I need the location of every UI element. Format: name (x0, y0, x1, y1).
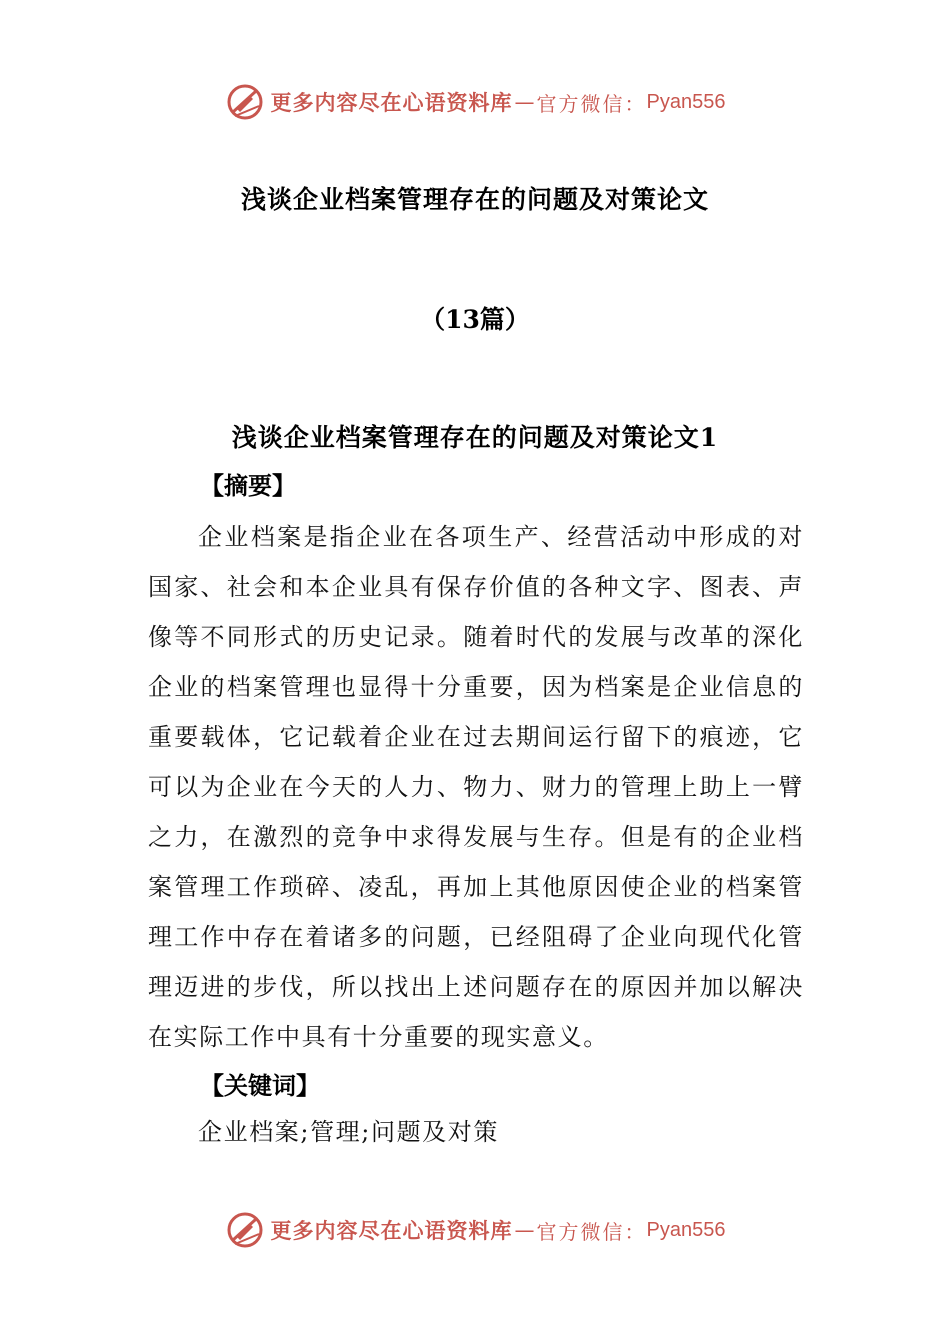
pen-logo-icon (225, 82, 265, 122)
banner-separator: — (514, 1218, 535, 1242)
banner-wechat-id: Pyan556 (646, 1218, 726, 1241)
banner-brand: 更多内容尽在心语资料库 (270, 1218, 513, 1243)
keywords-text: 企业档案;管理;问题及对策 (198, 1118, 499, 1146)
article-count: （13篇） (420, 305, 530, 334)
banner-separator: — (514, 90, 535, 114)
document-title: 浅谈企业档案管理存在的问题及对策论文 (240, 185, 709, 214)
banner-wechat-id: Pyan556 (646, 90, 726, 113)
banner-brand: 更多内容尽在心语资料库 (270, 90, 513, 115)
abstract-heading: 【摘要】 (200, 471, 296, 500)
pen-logo-icon (225, 1210, 265, 1250)
abstract-paragraph: 企业档案是指企业在各项生产、经营活动中形成的对国家、社会和本企业具有保存价值的各种文字、图表、声像等不同形式的历史记录。随着时代的发展与改革的深化企业的档案管理也显得十分重要，因为档案是企业信息的重要载体，它记载着企业在过去期间运行留下的痕迹，它可以为企业在今天的人力、物力、财力的管理上助上一臂之力，在激烈的竞争中求得发展与生存。但是有的企业档案管理工作琐碎、凌乱，再加上其他原因使企业的档案管理工作中存在着诸多的问题，已经阻碍了企业向现代化管理迈进的步伐，所以找出上述问题存在的原因并加以解决在实际工作中具有十分重要的现实意义。 (148, 523, 804, 1051)
banner-wechat-label: 官方微信： (536, 91, 647, 116)
section-title: 浅谈企业档案管理存在的问题及对策论文1 (231, 423, 719, 452)
banner-wechat-label: 官方微信： (536, 1219, 647, 1244)
footer-banner[interactable] (0, 1208, 950, 1252)
header-banner[interactable] (0, 80, 950, 124)
keywords-heading: 【关键词】 (200, 1071, 320, 1100)
